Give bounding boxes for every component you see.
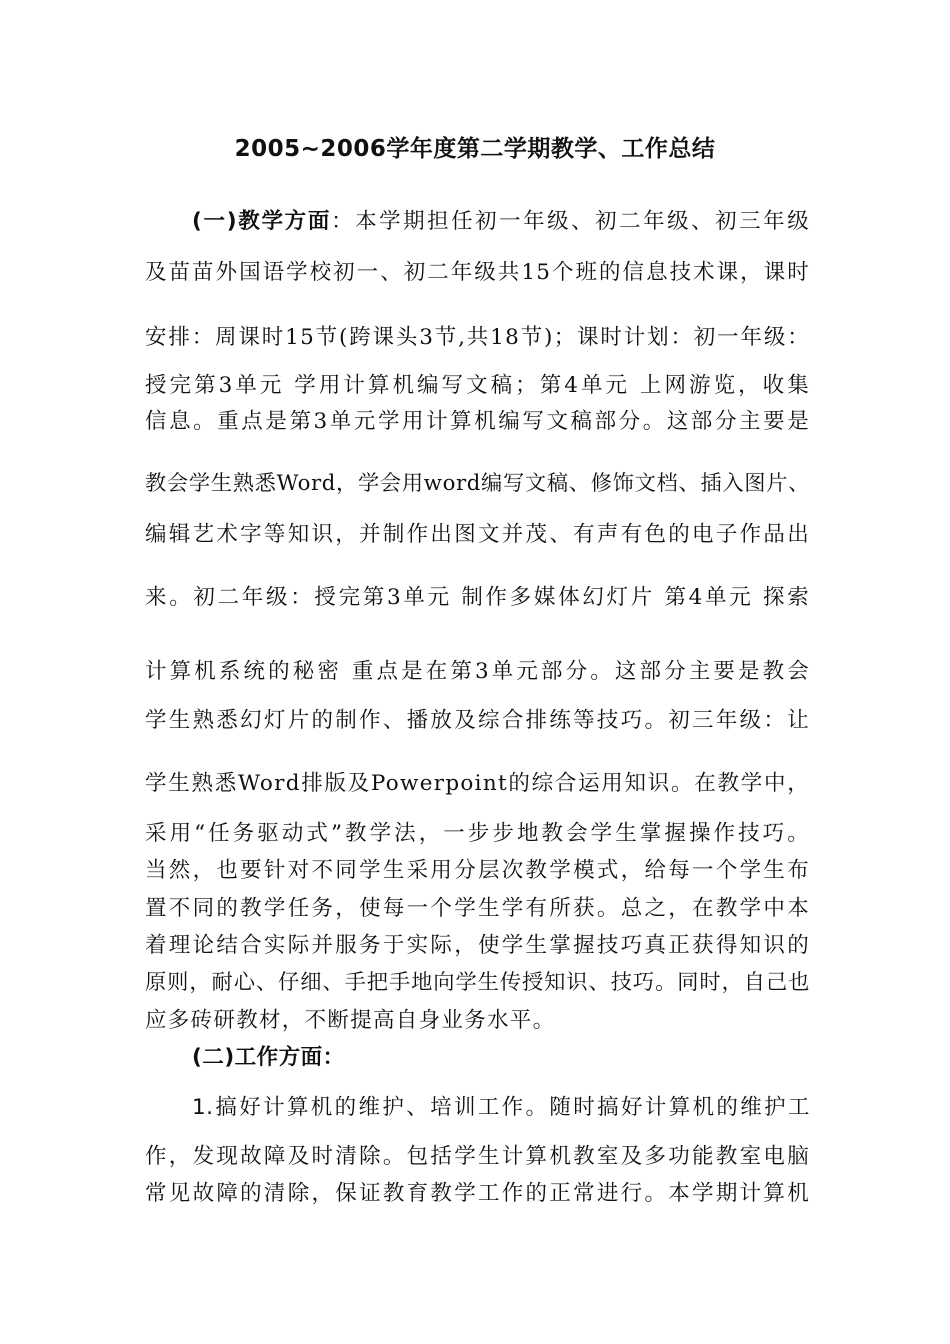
paragraph-line: 1.搞好计算机的维护、培训工作。随时搞好计算机的维护工	[192, 1095, 810, 1120]
paragraph-text: ：本学期担任初一年级、初二年级、初三年级	[331, 209, 810, 234]
paragraph-line: 学生熟悉Word排版及Powerpoint的综合运用知识。在教学中，	[145, 771, 810, 796]
paragraph-line: 常见故障的清除，保证教育教学工作的正常进行。本学期计算机	[145, 1181, 810, 1206]
paragraph-line: 着理论结合实际并服务于实际，使学生掌握技巧真正获得知识的	[145, 933, 810, 958]
paragraph-line: 原则，耐心、仔细、手把手地向学生传授知识、技巧。同时，自己也	[145, 970, 810, 995]
paragraph-line: 及苗苗外国语学校初一、初二年级共15个班的信息技术课，课时	[145, 260, 810, 285]
section-heading-teaching: (一)教学方面	[192, 209, 332, 234]
paragraph-line: 应多砖研教材，不断提高自身业务水平。	[145, 1008, 556, 1033]
paragraph-line: 采用“任务驱动式”教学法，一步步地教会学生掌握操作技巧。	[145, 821, 810, 846]
paragraph-line: 授完第3单元 学用计算机编写文稿；第4单元 上网游览，收集	[145, 373, 810, 398]
paragraph-line: 学生熟悉幻灯片的制作、播放及综合排练等技巧。初三年级：让	[145, 708, 810, 733]
paragraph-line: 信息。重点是第3单元学用计算机编写文稿部分。这部分主要是	[145, 409, 810, 434]
paragraph-line: 教会学生熟悉Word，学会用word编写文稿、修饰文档、插入图片、	[145, 471, 810, 496]
paragraph-line	[192, 206, 810, 238]
section-heading-work: (二)工作方面：	[192, 1045, 345, 1070]
paragraph-line: 当然，也要针对不同学生采用分层次教学模式，给每一个学生布	[145, 858, 810, 883]
paragraph-line: 作，发现故障及时清除。包括学生计算机教室及多功能教室电脑	[145, 1144, 810, 1169]
paragraph-line: 来。初二年级：授完第3单元 制作多媒体幻灯片 第4单元 探索	[145, 585, 810, 610]
paragraph-line: 安排：周课时15节(跨课头3节,共18节)；课时计划：初一年级：	[145, 325, 810, 350]
document-title: 2005~2006学年度第二学期教学、工作总结	[234, 136, 716, 162]
paragraph-line: 置不同的教学任务，使每一个学生学有所获。总之，在教学中本	[145, 896, 810, 921]
paragraph-line: 编辑艺术字等知识，并制作出图文并茂、有声有色的电子作品出	[145, 522, 810, 547]
paragraph-line	[192, 1042, 810, 1074]
paragraph-line: 计算机系统的秘密 重点是在第3单元部分。这部分主要是教会	[145, 659, 810, 684]
